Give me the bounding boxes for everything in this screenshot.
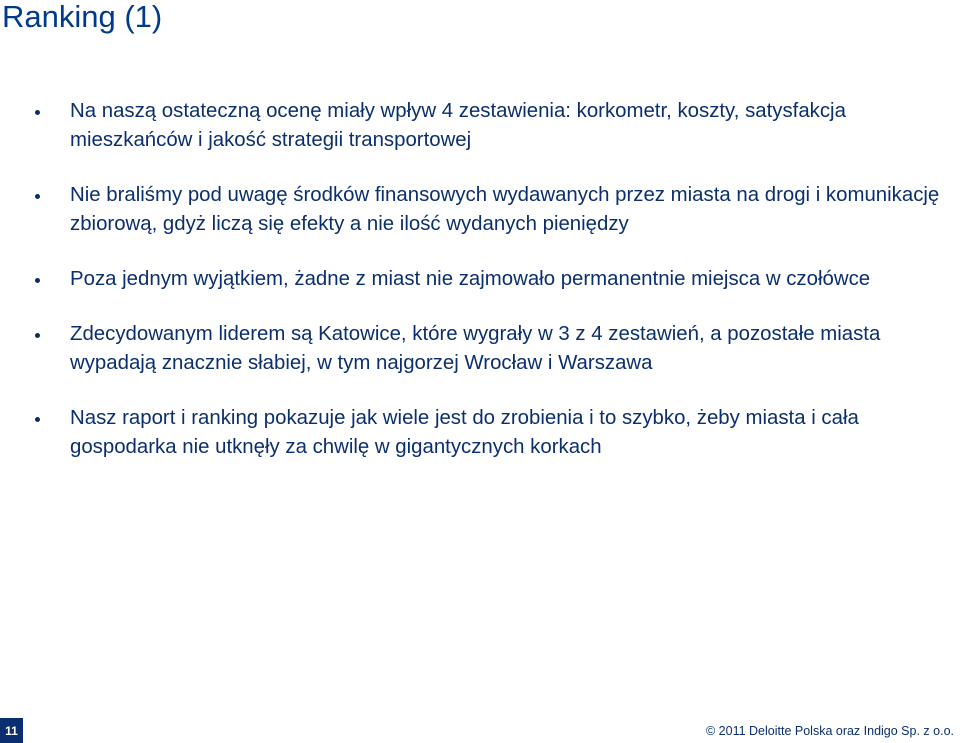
bullet-icon: [35, 333, 40, 338]
page-number: 11: [5, 724, 18, 738]
bullet-icon: [35, 417, 40, 422]
bullet-item: [0, 320, 950, 378]
bullet-item: [0, 181, 950, 239]
bullet-text: Nasz raport i ranking pokazuje jak wiele jest do zrobienia i to szybko, żeby miasta i cała gospodarka nie utknęły za chwilę w gigantycznych korkach: [70, 407, 859, 458]
bullet-text: Nie braliśmy pod uwagę środków finansowych wydawanych przez miasta na drogi i komunikację zbiorową, gdyż liczą się efekty a nie ilość wydanych pieniędzy: [70, 184, 940, 235]
bullet-list: [0, 97, 960, 488]
copyright-notice: © 2011 Deloitte Polska oraz Indigo Sp. z o.o.: [705, 724, 954, 738]
bullet-icon: [35, 194, 40, 199]
bullet-text: Zdecydowanym liderem są Katowice, które wygrały w 3 z 4 zestawień, a pozostałe miasta wypadają znacznie słabiej, w tym najgorzej Wrocław i Warszawa: [70, 323, 881, 374]
slide-title: Ranking (1): [2, 0, 163, 34]
bullet-item: [0, 97, 950, 155]
bullet-icon: [35, 278, 40, 283]
bullet-text: Poza jednym wyjątkiem, żadne z miast nie zajmowało permanentnie miejsca w czołówce: [70, 268, 871, 290]
bullet-icon: [35, 110, 40, 115]
bullet-text: Na naszą ostateczną ocenę miały wpływ 4 zestawienia: korkometr, koszty, satysfakcja mieszkańców i jakość strategii transportowej: [70, 100, 846, 151]
bullet-item: [0, 404, 950, 462]
bullet-item: [0, 265, 950, 294]
